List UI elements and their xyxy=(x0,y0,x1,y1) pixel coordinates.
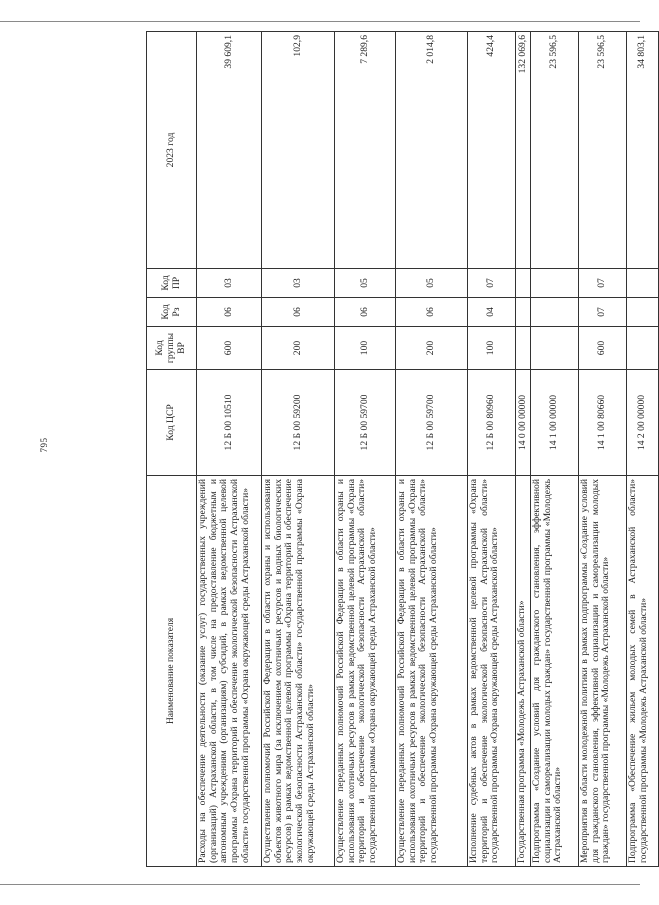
row-pr xyxy=(516,269,531,298)
row-csr: 12 Б 00 59700 xyxy=(335,370,396,476)
row-name: Исполнение судебных актов в рамках ведомственной целевой программы «Охрана территорий и обеспечение экологической безопасности Астраханской области» государственной программы «Охрана окружающей среды Астраханской области» xyxy=(468,476,516,867)
row-rz: 06 xyxy=(197,298,262,327)
row-rz xyxy=(627,298,659,327)
table-row xyxy=(579,32,627,867)
scan-edge-bottom xyxy=(0,884,640,885)
row-name: Подпрограмма «Создание условий для гражданского становления, эффективной социализации и самореализации молодых граждан» государственной программы «Молодежь Астраханской области» xyxy=(531,476,579,867)
row-pr: 05 xyxy=(396,269,468,298)
row-amount: 34 803,1 xyxy=(627,32,659,269)
budget-table xyxy=(146,31,659,867)
row-amount: 39 609,1 xyxy=(197,32,262,269)
header-vr: Код группы ВР xyxy=(147,327,197,370)
table-row xyxy=(396,32,468,867)
row-rz: 06 xyxy=(335,298,396,327)
row-vr xyxy=(531,327,579,370)
table-row xyxy=(262,32,335,867)
row-vr xyxy=(516,327,531,370)
row-csr: 14 2 00 00000 xyxy=(627,370,659,476)
row-pr: 03 xyxy=(262,269,335,298)
row-amount: 132 069,6 xyxy=(516,32,531,269)
row-rz xyxy=(516,298,531,327)
row-name: Государственная программа «Молодежь Астраханской области» xyxy=(516,476,531,867)
row-name: Расходы на обеспечение деятельности (оказание услуг) государственных учреждений (организаций) Астраханской области, в том числе на предоставление бюджетным и автономным учреждениям (организациям) субсидий, в рамках ведомственной целевой программы «Охрана территорий и обеспечение экологической безопасности Астраханской области» государственной программы «Охрана окружающей среды Астраханской области» xyxy=(197,476,262,867)
row-amount: 23 596,5 xyxy=(531,32,579,269)
row-pr xyxy=(627,269,659,298)
row-rz: 04 xyxy=(468,298,516,327)
row-amount: 102,9 xyxy=(262,32,335,269)
row-vr: 200 xyxy=(396,327,468,370)
header-name: Наименование показателя xyxy=(147,476,197,867)
row-amount: 2 014,8 xyxy=(396,32,468,269)
row-csr: 12 Б 00 59200 xyxy=(262,370,335,476)
row-vr: 600 xyxy=(197,327,262,370)
row-csr: 12 Б 00 59700 xyxy=(396,370,468,476)
row-vr xyxy=(627,327,659,370)
row-pr xyxy=(531,269,579,298)
header-rz: Код Рз xyxy=(147,298,197,327)
row-rz: 06 xyxy=(396,298,468,327)
table-row xyxy=(627,32,659,867)
table-row xyxy=(197,32,262,867)
row-csr: 14 1 00 80660 xyxy=(579,370,627,476)
table-row xyxy=(468,32,516,867)
scan-edge-top xyxy=(0,21,640,22)
row-rz: 06 xyxy=(262,298,335,327)
page-number: 795 xyxy=(39,437,49,453)
row-csr: 14 0 00 00000 xyxy=(516,370,531,476)
rotated-table-container xyxy=(146,32,649,867)
row-pr: 03 xyxy=(197,269,262,298)
row-name: Мероприятия в области молодежной политики в рамках подпрограммы «Создание условий для гражданского становления, эффективной социализации и самореализации молодых граждан» государственной программы «Молодежь Астраханской области» xyxy=(579,476,627,867)
row-rz xyxy=(531,298,579,327)
row-vr: 200 xyxy=(262,327,335,370)
table-row xyxy=(516,32,531,867)
table-header-row xyxy=(147,32,197,867)
row-name: Осуществление переданных полномочий Российской Федерации в области охраны и использования охотничьих ресурсов в рамках ведомственной целевой программы «Охрана территорий и обеспечение экологической безопасности Астраханской области» государственной программы «Охрана окружающей среды Астраханской области» xyxy=(335,476,396,867)
table-row xyxy=(335,32,396,867)
row-vr: 100 xyxy=(468,327,516,370)
row-pr: 07 xyxy=(579,269,627,298)
row-csr: 14 1 00 00000 xyxy=(531,370,579,476)
row-pr: 05 xyxy=(335,269,396,298)
row-pr: 07 xyxy=(468,269,516,298)
row-name: Подпрограмма «Обеспечение жильем молодых семей в Астраханской области» государственной программы «Молодежь Астраханской области» xyxy=(627,476,659,867)
row-name: Осуществление переданных полномочий Российской Федерации в области охраны и использования охотничьих ресурсов в рамках ведомственной целевой программы «Охрана территорий и обеспечение экологической безопасности Астраханской области» государственной программы «Охрана окружающей среды Астраханской области» xyxy=(396,476,468,867)
table-row xyxy=(531,32,579,867)
row-amount: 7 289,6 xyxy=(335,32,396,269)
row-csr: 12 Б 00 10510 xyxy=(197,370,262,476)
header-amount: 2023 год xyxy=(147,32,197,269)
row-vr: 100 xyxy=(335,327,396,370)
header-csr: Код ЦСР xyxy=(147,370,197,476)
row-csr: 12 Б 00 80960 xyxy=(468,370,516,476)
row-vr: 600 xyxy=(579,327,627,370)
row-rz: 07 xyxy=(579,298,627,327)
row-name: Осуществление полномочий Российской Федерации в области охраны и использования объектов животного мира (за исключением охотничьих ресурсов и водных биологических ресурсов) в рамках ведомственной целевой программы «Охрана территорий и обеспечение экологической безопасности Астраханской области» государственной программы «Охрана окружающей среды Астраханской области» xyxy=(262,476,335,867)
row-amount: 424,4 xyxy=(468,32,516,269)
row-amount: 23 596,5 xyxy=(579,32,627,269)
header-pr: Код ПР xyxy=(147,269,197,298)
